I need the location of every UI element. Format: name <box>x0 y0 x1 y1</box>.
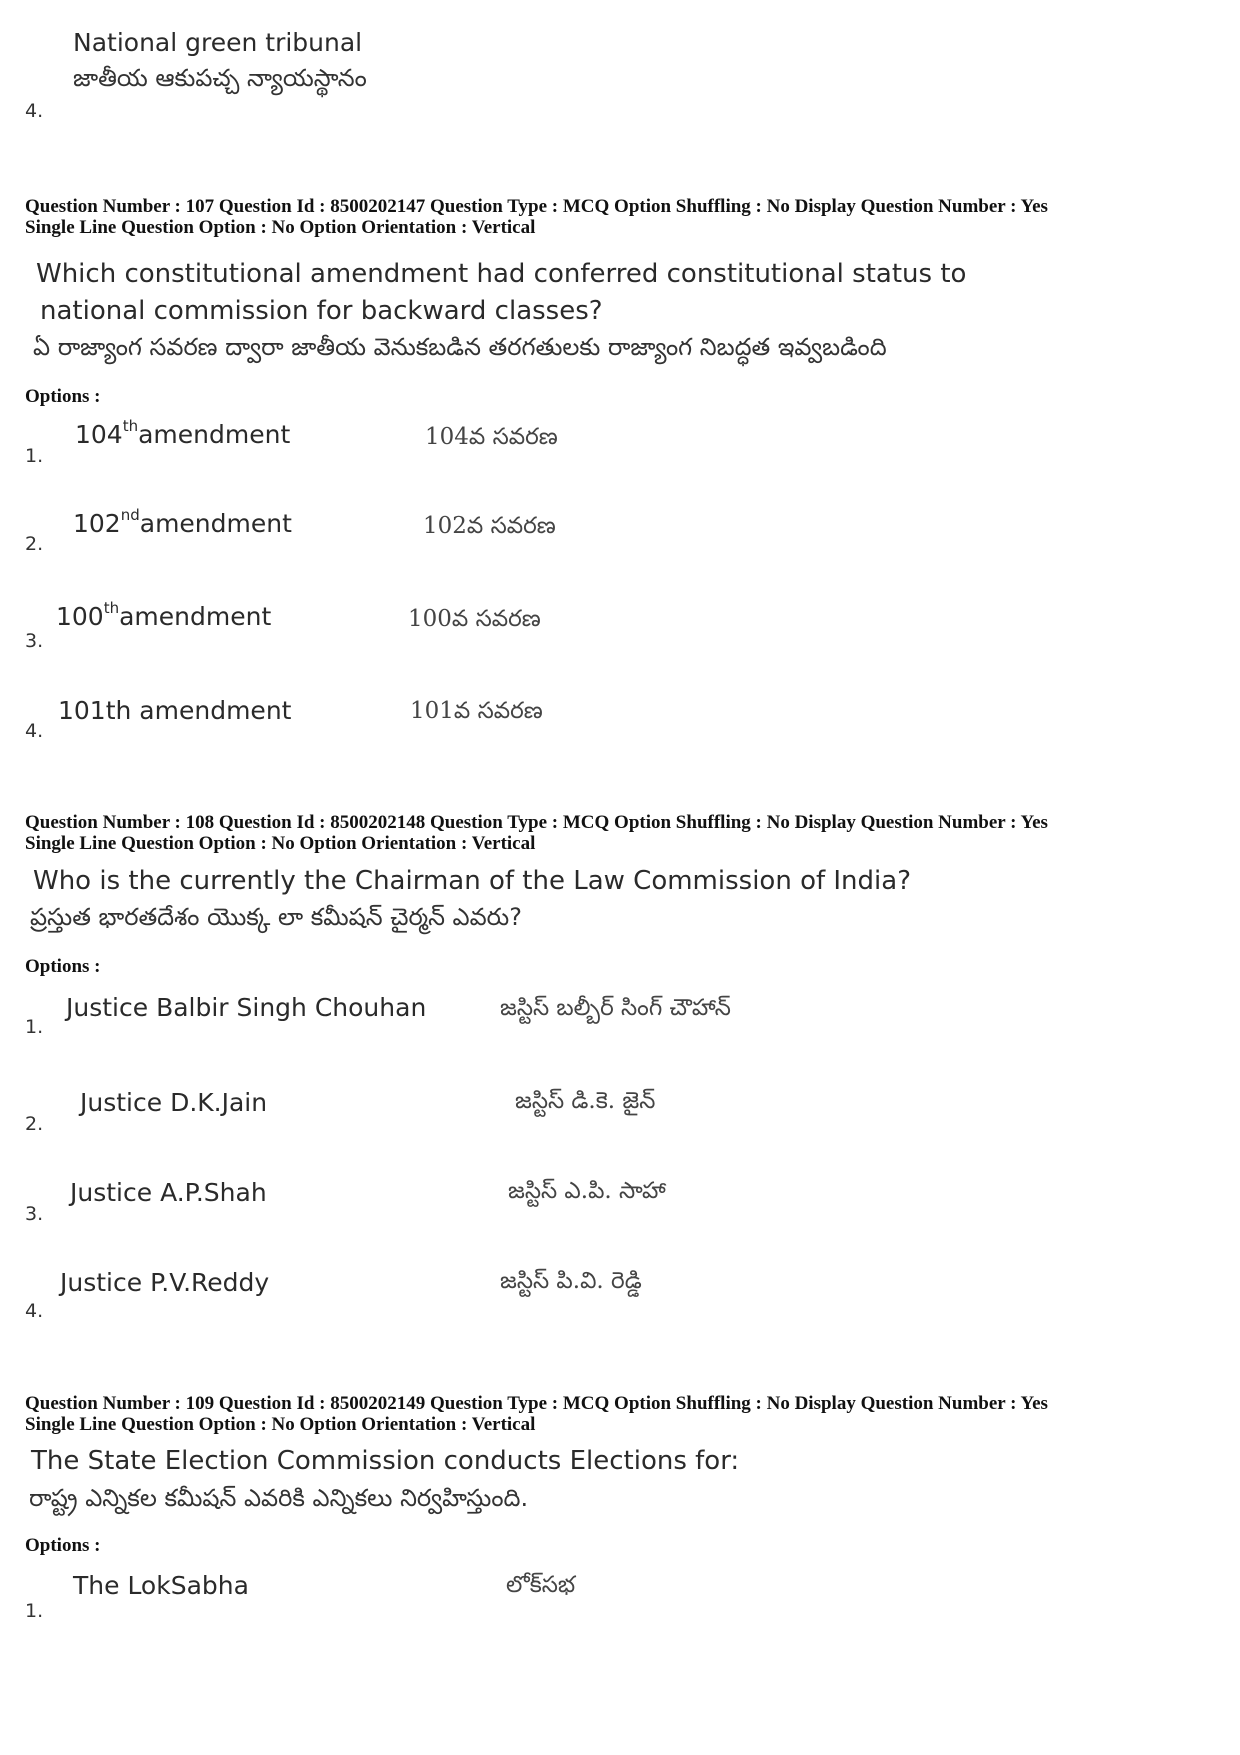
question-108-option-1-number: 1. <box>25 1016 44 1038</box>
question-107-option-1-telugu: 104వ సవరణ <box>425 424 558 450</box>
question-109-options-label: Options : <box>25 1535 101 1556</box>
prev-option-4-telugu: జాతీయ ఆకుపచ్చ న్యాయస్థానం <box>73 64 367 92</box>
question-109-text-telugu: రాష్ట్ర ఎన్నికల కమీషన్ ఎవరికి ఎన్నికలు నిర్వహిస్తుంది. <box>29 1484 529 1512</box>
question-107-meta-line1: Question Number : 107 Question Id : 8500202147 Question Type : MCQ Option Shuffling : No Display Question Number : Yes <box>25 196 1048 217</box>
question-107-text-line1: Which constitutional amendment had conferred constitutional status to <box>36 259 967 289</box>
question-109-meta-line1: Question Number : 109 Question Id : 8500202149 Question Type : MCQ Option Shuffling : No Display Question Number : Yes <box>25 1393 1048 1414</box>
question-108-text-line1: Who is the currently the Chairman of the Law Commission of India? <box>33 866 911 896</box>
question-107-option-4-english: 101th amendment <box>58 696 292 725</box>
question-107-text-telugu: ఏ రాజ్యాంగ సవరణ ద్వారా జాతీయ వెనుకబడిన తరగతులకు రాజ్యాంగ నిబద్ధత ఇవ్వబడింది <box>33 333 887 361</box>
question-108-option-3-telugu: జస్టిస్ ఎ.పి. సాహా <box>508 1178 666 1204</box>
question-108-text-telugu: ప్రస్తుత భారతదేశం యొక్క లా కమీషన్ చైర్మన్ ఎవరు? <box>30 903 522 931</box>
question-109-text-line1: The State Election Commission conducts Elections for: <box>31 1446 740 1476</box>
prev-option-4-english: National green tribunal <box>73 28 363 57</box>
question-107-text-line2: national commission for backward classes? <box>40 296 603 326</box>
question-108-meta-line1: Question Number : 108 Question Id : 8500202148 Question Type : MCQ Option Shuffling : No Display Question Number : Yes <box>25 812 1048 833</box>
question-107-option-3-number: 3. <box>25 630 44 652</box>
question-108-options-label: Options : <box>25 956 101 977</box>
question-107-option-4-telugu: 101వ సవరణ <box>410 698 543 724</box>
question-107-option-4-number: 4. <box>25 720 44 742</box>
question-109-option-1-telugu: లోక్‌సభ <box>506 1572 576 1598</box>
question-108-option-2-english: Justice D.K.Jain <box>80 1088 268 1117</box>
prev-option-4-number: 4. <box>25 100 44 122</box>
question-108-option-1-telugu: జస్టిస్ బల్బీర్ సింగ్ చౌహాన్ <box>500 995 731 1021</box>
question-107-option-2-telugu: 102వ సవరణ <box>423 513 556 539</box>
question-107-meta-line2: Single Line Question Option : No Option Orientation : Vertical <box>25 217 536 238</box>
question-108-option-3-english: Justice A.P.Shah <box>70 1178 267 1207</box>
question-108-option-1-english: Justice Balbir Singh Chouhan <box>66 993 427 1022</box>
question-108-option-4-number: 4. <box>25 1300 44 1322</box>
question-109-option-1-number: 1. <box>25 1600 44 1622</box>
question-107-option-2-number: 2. <box>25 533 44 555</box>
question-107-option-3-english: 100thamendment <box>56 599 272 631</box>
question-108-option-4-telugu: జస్టిస్ పి.వి. రెడ్డి <box>500 1268 642 1294</box>
question-109-meta-line2: Single Line Question Option : No Option Orientation : Vertical <box>25 1414 536 1435</box>
question-107-option-2-english: 102ndamendment <box>73 506 292 538</box>
question-108-option-3-number: 3. <box>25 1203 44 1225</box>
question-108-meta-line2: Single Line Question Option : No Option Orientation : Vertical <box>25 833 536 854</box>
question-108-option-2-telugu: జస్టిస్ డి.కె. జైన్ <box>515 1088 656 1114</box>
question-108-option-2-number: 2. <box>25 1113 44 1135</box>
question-107-option-1-number: 1. <box>25 445 44 467</box>
question-107-option-1-english: 104thamendment <box>75 417 291 449</box>
question-109-option-1-english: The LokSabha <box>73 1571 249 1600</box>
question-107-option-3-telugu: 100వ సవరణ <box>408 606 541 632</box>
question-108-option-4-english: Justice P.V.Reddy <box>60 1268 270 1297</box>
question-107-options-label: Options : <box>25 386 101 407</box>
